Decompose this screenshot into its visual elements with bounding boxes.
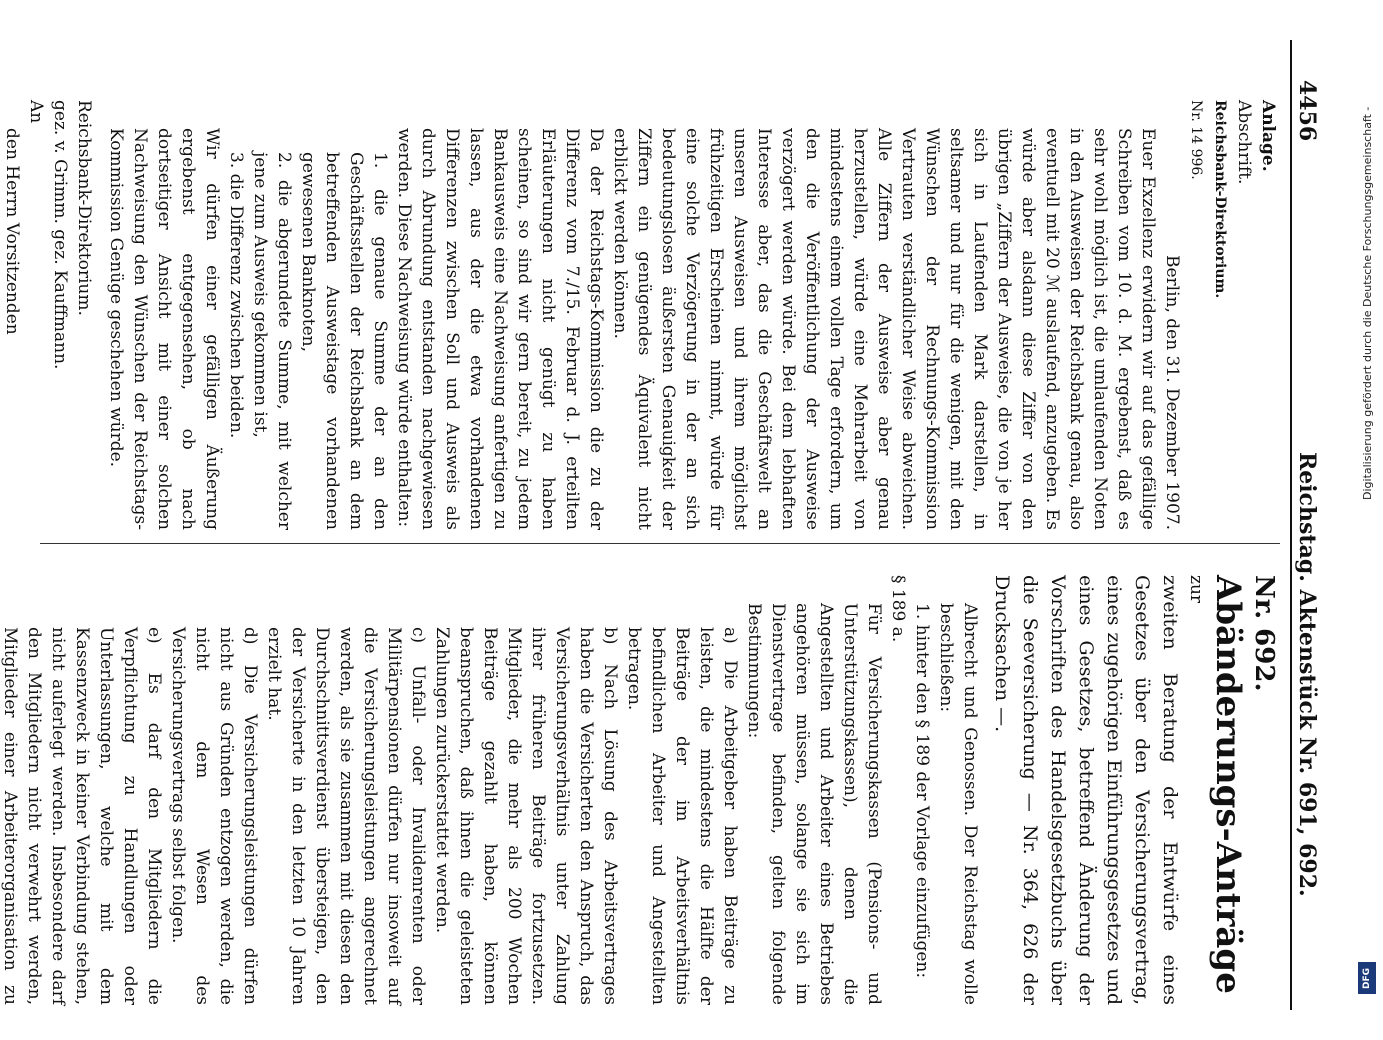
reference-number: Nr. 14 996. <box>1188 100 1204 180</box>
clause-d: d) Die Versicherungsleistungen dürfen nicht aus Gründen entzogen werden, die nicht dem Wesen des Versicherungsvertrags selbst folgen. <box>168 627 260 1005</box>
section-189a: § 189 a. <box>888 575 908 643</box>
letter-item-3: 3. die Differenz zwischen beiden. <box>226 152 246 439</box>
clause-b: b) Nach Lösung des Arbeitsvertrages haben die Versicherten den Anspruch, das Versicherungsverhältnis unter Zahlung ihrer früheren Beiträge fortzusetzen. Mitglieder, die mehr als 200 Wochen Beiträge gezahlt haben, können beanspruchen, daß ihnen die geleisteten Zahlungen zurückerstattet werden. <box>432 627 620 1005</box>
address-an: An <box>26 100 46 124</box>
addressee-line-1: den Herrn Vorsitzenden <box>2 128 22 335</box>
directorium-label: Reichsbank-Direktorium. <box>1212 100 1228 299</box>
abschrift-label: Abschrift. <box>1234 100 1254 185</box>
clause-e: e) Es darf den Mitgliedern die Verpflichtung zu Handlungen oder Unterlassungen, welche mit dem Kassenzweck in keiner Verbindung stehen, nicht auferlegt werden. Insbesondere darf den Mitgliedern nicht verwehrt werden, Mitglieder einer Arbeiterorganisation zu <box>0 627 164 1005</box>
nr-692-heading: Nr. 692. <box>1249 575 1279 692</box>
page-running-title: Reichstag. Aktenstück Nr. 691, 692. <box>1294 452 1320 897</box>
digitization-credit: Digitalisierung gefördert durch die Deutsche Forschungsgemeinschaft - <box>1361 106 1374 500</box>
letter-item-2: 2. die abgerundete Summe, mit welcher jene zum Ausweis gekommen ist, <box>250 152 294 530</box>
digitization-footer <box>1353 0 1381 1000</box>
letter-paragraph-1: Euer Exzellenz erwidern wir auf das gefällige Schreiben vom 10. d. M. ergebenst, daß es sehr wohl möglich ist, die umlaufenden Noten in den Ausweisen der Reichsbank genau, also eventuell mit 20 ℳ auslaufend, anzugeben. Es würde aber alsdann diese Ziffer von den übrigen „Ziffern der Ausweise, die von je her sich in Laufenden Mark darstellen, in seltsamer und nur für die wenigen, mit den Wünschen der Rechnungs-Kommission Vertrauten verständlicher Weise abweichen. Alle Ziffern der Ausweise aber genau herzustellen, würde eine Mehrarbeit von mindestens einem vollen Tage erfordern, um den die Veröffentlichung der Ausweise verzögert werden würde. Bei dem lebhaften Interesse aber, das die Geschäftswelt an unseren Ausweisen und ihrem möglichst frühzeitigen Erscheinen nimmt, würde für eine solche Verzögerung in der an sich bedeutungslosen äußersten Genauigkeit der Ziffern ein genügendes Äquivalent nicht erblickt werden können. <box>610 128 1158 530</box>
right-column <box>0 575 1280 1005</box>
clause-c: c) Unfall- oder Invalidenrenten oder Militärpensionen dürfen nur insoweit auf die Versicherungsleistungen angerechnet werden, als sie zusammen mit diesen den Durchschnittsverdienst übersteigen, den der Versicherte in den letzten 10 Jahren erzielt hat. <box>264 627 428 1005</box>
anlage-label: Anlage. <box>1258 100 1278 172</box>
antrag-692-item-1: 1. hinter den § 189 der Vorlage einzufügen: <box>912 603 932 979</box>
left-column <box>0 100 1280 530</box>
letter-paragraph-2: Da der Reichstags-Kommission die zu der Differenz vom 7./15. Februar d. J. erteilten Erläuterungen nicht genügt zu haben scheinen, so sind wir gern bereit, zu jedem Bankausweis eine Nachweisung anfertigen zu lassen, aus der die etwa vorhandenen Differenzen zwischen Soll und Ausweis als durch Abrundung entstanden nachgewiesen werden. Diese Nachweisung würde enthalten: <box>394 128 606 530</box>
antrag-692-albrecht: Albrecht und Genossen. Der Reichstag wolle beschließen: <box>936 603 980 1005</box>
section-189a-text: Für Versicherungskassen (Pensions- und Unterstützungskassen), denen die Angestellten und Arbeiter eines Betriebes angehören müssen, solange sie sich im Dienstvertrage befinden, gelten folgende Bestimmungen: <box>744 603 884 1005</box>
antrag-692-zur: zur <box>1186 575 1206 604</box>
antrag-692-intro: zweiten Beratung der Entwürfe eines Gesetzes über den Versicherungsvertrag, eines zugehörigen Einführungsgesetzes und eines Gesetzes, betreffend Änderung der Vorschriften des Handelsgesetzbuchs über die Seeversicherung — Nr. 364, 626 der Drucksachen —. <box>991 575 1181 1005</box>
column-divider <box>40 543 1280 544</box>
antrag-692-title: Abänderungs-Anträge <box>1208 575 1248 994</box>
page-number: 4456 <box>1294 80 1320 142</box>
letter-item-1: 1. die genaue Summe der an den Geschäftsstellen der Reichsbank an dem betreffenden Ausweistage vorhandenen gewesenen Banknoten, <box>298 152 390 530</box>
header-rule <box>1290 40 1292 1010</box>
signature-org: Reichsbank-Direktorium. <box>74 100 94 316</box>
letter-dateline: Berlin, den 31. Dezember 1907. <box>1162 254 1182 530</box>
dfg-logo: DFG <box>1358 962 1376 994</box>
clause-a: a) Die Arbeitgeber haben Beiträge zu leisten, die mindestens die Hälfte der Beiträge der im Arbeitsverhältnis befindlichen Arbeiter und Angestellten betragen. <box>624 627 740 1005</box>
letter-paragraph-3: Wir dürfen einer gefälligen Äußerung ergebenst entgegensehen, ob nach dortseitiger Ansicht mit einer solchen Nachweisung den Wünschen der Reichstags-Kommission Genüge geschehen würde. <box>106 128 222 530</box>
signature-names: gez. v. Grimm. gez. Kauffmann. <box>50 100 70 370</box>
